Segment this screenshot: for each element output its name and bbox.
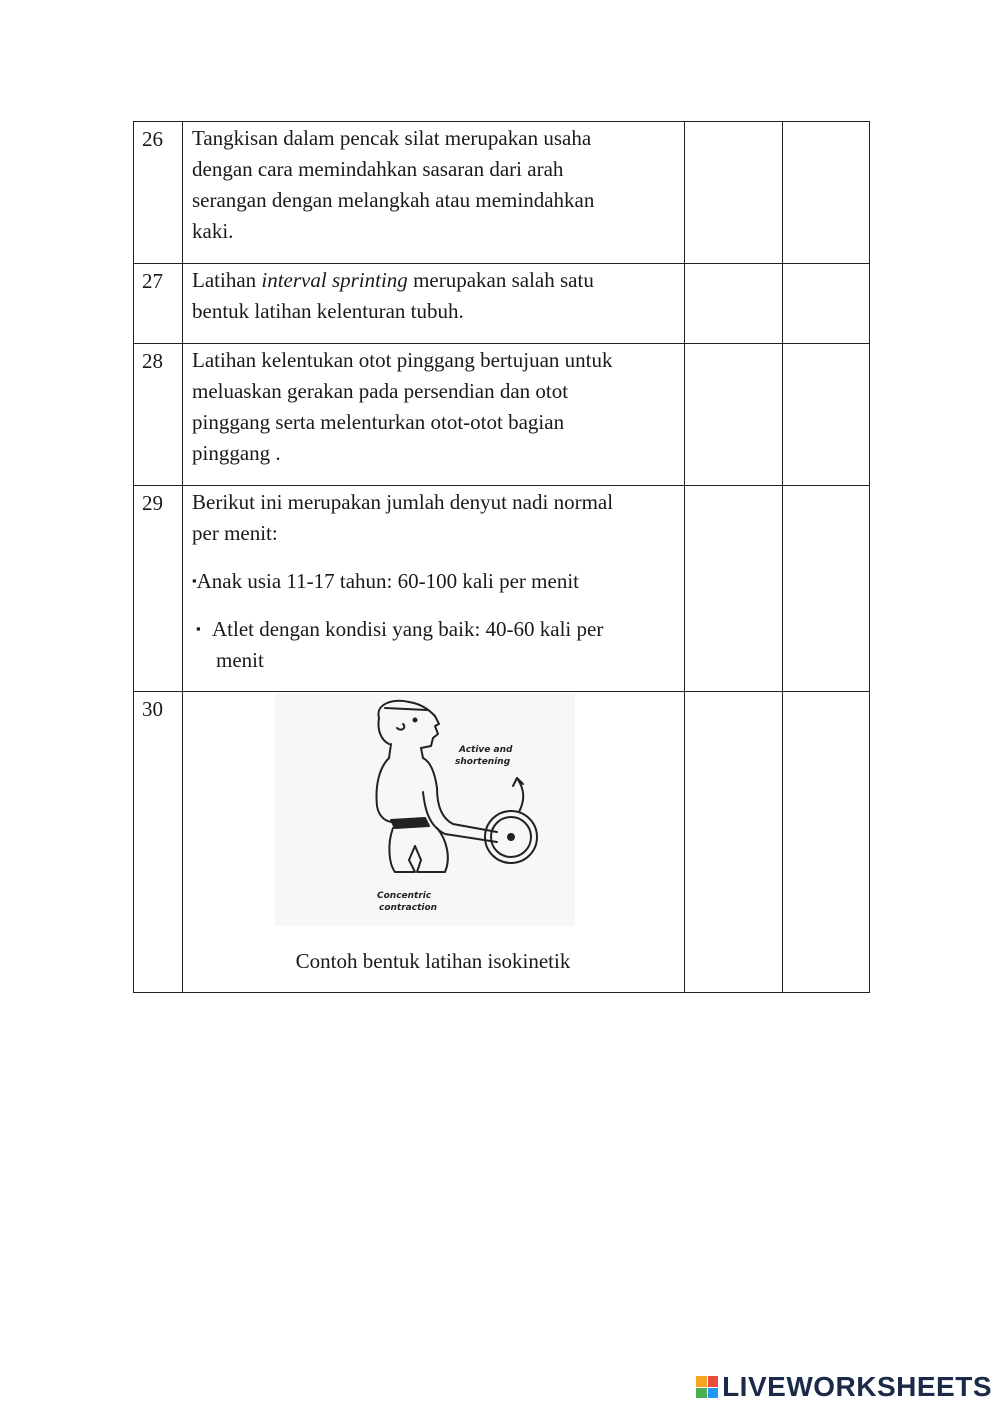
question-text-cell xyxy=(183,486,685,692)
figure-label: Active and xyxy=(459,745,513,755)
bullet-mark: ▪ xyxy=(192,573,197,588)
question-number: 28 xyxy=(142,349,163,373)
question-row xyxy=(134,122,870,264)
question-text-line: Tangkisan dalam pencak silat merupakan usaha xyxy=(192,126,592,150)
question-text-cell xyxy=(183,692,685,993)
question-text-line: bentuk latihan kelenturan tubuh. xyxy=(192,299,464,323)
question-number: 29 xyxy=(142,491,163,515)
figure-caption: Contoh bentuk latihan isokinetik xyxy=(295,949,571,973)
person-lifting-weight-drawing xyxy=(275,694,575,926)
answer-cell-true[interactable] xyxy=(685,692,783,993)
question-number-cell xyxy=(134,122,183,264)
question-text-line xyxy=(192,265,674,296)
isokinetic-exercise-illustration xyxy=(275,694,575,926)
answer-cell-true[interactable] xyxy=(685,122,783,264)
figure-label: shortening xyxy=(455,757,511,767)
bullet-mark: ▪ xyxy=(196,621,201,636)
question-number-cell xyxy=(134,692,183,993)
figure-label: contraction xyxy=(379,903,438,913)
question-text-line: per menit: xyxy=(192,521,278,545)
question-text-cell xyxy=(183,264,685,344)
answer-cell-false[interactable] xyxy=(783,486,870,692)
question-number: 30 xyxy=(142,697,163,721)
answer-cell-true[interactable] xyxy=(685,344,783,486)
logo-icon xyxy=(696,1376,718,1398)
bullet-item xyxy=(192,613,674,676)
question-text-segment: Latihan xyxy=(192,268,262,292)
question-text-line: Berikut ini merupakan jumlah denyut nadi normal xyxy=(192,490,614,514)
bullet-text-continued: menit xyxy=(216,648,264,672)
answer-cell-true[interactable] xyxy=(685,486,783,692)
question-number-cell xyxy=(134,344,183,486)
question-text-line: pinggang . xyxy=(192,441,281,465)
question-row xyxy=(134,344,870,486)
question-text-line: pinggang serta melenturkan otot-otot bagian xyxy=(192,410,565,434)
answer-cell-true[interactable] xyxy=(685,264,783,344)
answer-cell-false[interactable] xyxy=(783,122,870,264)
figure-label: Concentric xyxy=(377,891,432,901)
question-number: 26 xyxy=(142,127,163,151)
answer-cell-false[interactable] xyxy=(783,344,870,486)
answer-cell-false[interactable] xyxy=(783,264,870,344)
question-row xyxy=(134,264,870,344)
question-row xyxy=(134,692,870,993)
question-text-segment: merupakan salah satu xyxy=(407,268,594,292)
bullet-text: Anak usia 11-17 tahun: 60-100 kali per menit xyxy=(196,569,579,593)
question-text-line: serangan dengan melangkah atau memindahkan xyxy=(192,188,595,212)
question-text-line: meluaskan gerakan pada persendian dan otot xyxy=(192,379,569,403)
quiz-table xyxy=(133,121,870,993)
question-number-cell xyxy=(134,264,183,344)
bullet-text: Atlet dengan kondisi yang baik: 40-60 kali per xyxy=(212,617,604,641)
question-text-line: dengan cara memindahkan sasaran dari arah xyxy=(192,157,564,181)
question-row xyxy=(134,486,870,692)
question-text-italic: interval sprinting xyxy=(261,268,408,292)
question-text-line: Latihan kelentukan otot pinggang bertujuan untuk xyxy=(192,348,613,372)
question-text-line: kaki. xyxy=(192,219,234,243)
answer-cell-false[interactable] xyxy=(783,692,870,993)
bullet-item xyxy=(192,565,674,597)
question-number-cell xyxy=(134,486,183,692)
logo-text: LIVEWORKSHEETS xyxy=(722,1371,992,1402)
question-number: 27 xyxy=(142,269,163,293)
liveworksheets-logo xyxy=(696,1371,992,1403)
question-text-cell xyxy=(183,344,685,486)
question-text-cell xyxy=(183,122,685,264)
